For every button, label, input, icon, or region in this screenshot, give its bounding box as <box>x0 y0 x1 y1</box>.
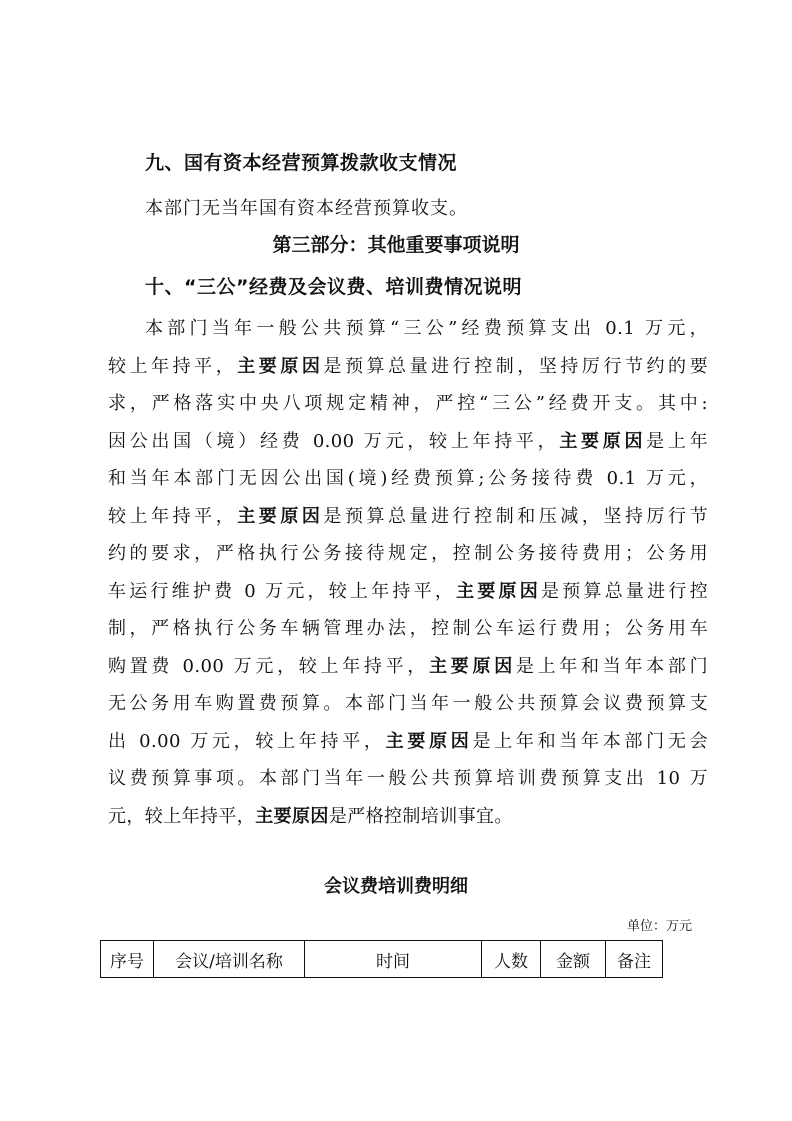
header-cell-remark: 备注 <box>606 941 663 978</box>
line-text: 是预算总量进行控 <box>541 580 708 602</box>
emphasis-text: 主要原因 <box>429 655 516 677</box>
emphasis-text: 主要原因 <box>237 505 324 527</box>
paragraph-line <box>108 760 708 798</box>
emphasis-text: 主要原因 <box>237 355 324 377</box>
section-10-heading: 十、“三公”经费及会议费、培训费情况说明 <box>145 276 522 298</box>
paragraph-line <box>108 573 708 611</box>
line-text: 因公出国（境）经费 0.00 万元，较上年持平， <box>108 430 560 452</box>
line-text: 是上年和当年本部门 <box>515 655 708 677</box>
table-unit: 单位：万元 <box>626 919 692 934</box>
line-text: 元，较上年持平， <box>108 805 256 827</box>
line-text: 约的要求，严格执行公务接待规定，控制公务接待费用；公务用 <box>108 543 708 564</box>
line-text: 是预算总量进行控制和压减，坚持厉行节 <box>323 505 709 527</box>
line-text: 议费预算事项。本部门当年一般公共预算培训费预算支出 10 万 <box>108 768 708 789</box>
line-text: 无公务用车购置费预算。本部门当年一般公共预算会议费预算支 <box>108 693 708 714</box>
header-cell-time: 时间 <box>305 941 482 978</box>
line-text: 出 0.00 万元，较上年持平， <box>108 730 386 752</box>
paragraph-line <box>108 685 708 723</box>
header-cell-name: 会议/培训名称 <box>154 941 305 978</box>
paragraph-line <box>108 348 708 386</box>
paragraph-line <box>108 535 708 573</box>
header-cell-amount: 金额 <box>541 941 606 978</box>
line-text: 是上年 <box>646 430 708 452</box>
line-text: 较上年持平， <box>108 355 238 377</box>
line-text: 制，严格执行公务车辆管理办法，控制公车运行费用；公务用车 <box>108 618 708 639</box>
paragraph-line <box>108 385 708 423</box>
table-header-row <box>101 941 663 978</box>
line-text: 是上年和当年本部门无会 <box>472 730 708 752</box>
line-text: 是严格控制培训事宜。 <box>328 805 513 827</box>
paragraph-line <box>108 423 708 461</box>
emphasis-text: 主要原因 <box>385 730 473 752</box>
line-text: 购置费 0.00 万元，较上年持平， <box>108 655 430 677</box>
line-text: 车运行维护费 0 万元，较上年持平， <box>108 580 457 602</box>
meeting-training-table <box>100 940 663 978</box>
paragraph-line <box>108 648 708 686</box>
section-9-text: 本部门无当年国有资本经营预算收支。 <box>145 198 468 219</box>
table-title: 会议费培训费明细 <box>324 876 468 897</box>
part-3-heading: 第三部分：其他重要事项说明 <box>272 234 520 256</box>
emphasis-text: 主要原因 <box>255 805 329 827</box>
paragraph-line <box>108 798 708 836</box>
paragraph-line <box>108 723 708 761</box>
paragraph-line <box>108 460 708 498</box>
paragraph-line <box>108 498 708 536</box>
header-cell-index: 序号 <box>101 941 154 978</box>
paragraph-line <box>108 610 708 648</box>
header-cell-people: 人数 <box>482 941 541 978</box>
paragraph-line <box>108 310 708 348</box>
section-10-paragraph <box>108 310 708 835</box>
section-9-heading: 九、国有资本经营预算拨款收支情况 <box>145 152 458 174</box>
line-text: 是预算总量进行控制，坚持厉行节约的要 <box>323 355 709 377</box>
line-text: 求，严格落实中央八项规定精神，严控“三公”经费开支。其中: <box>108 393 708 414</box>
line-text: 较上年持平， <box>108 505 238 527</box>
emphasis-text: 主要原因 <box>456 580 542 602</box>
line-text: 本部门当年一般公共预算“三公”经费预算支出 0.1 万元， <box>145 318 708 339</box>
emphasis-text: 主要原因 <box>559 430 647 452</box>
line-text: 和当年本部门无因公出国(境)经费预算;公务接待费 0.1 万元， <box>108 468 708 489</box>
